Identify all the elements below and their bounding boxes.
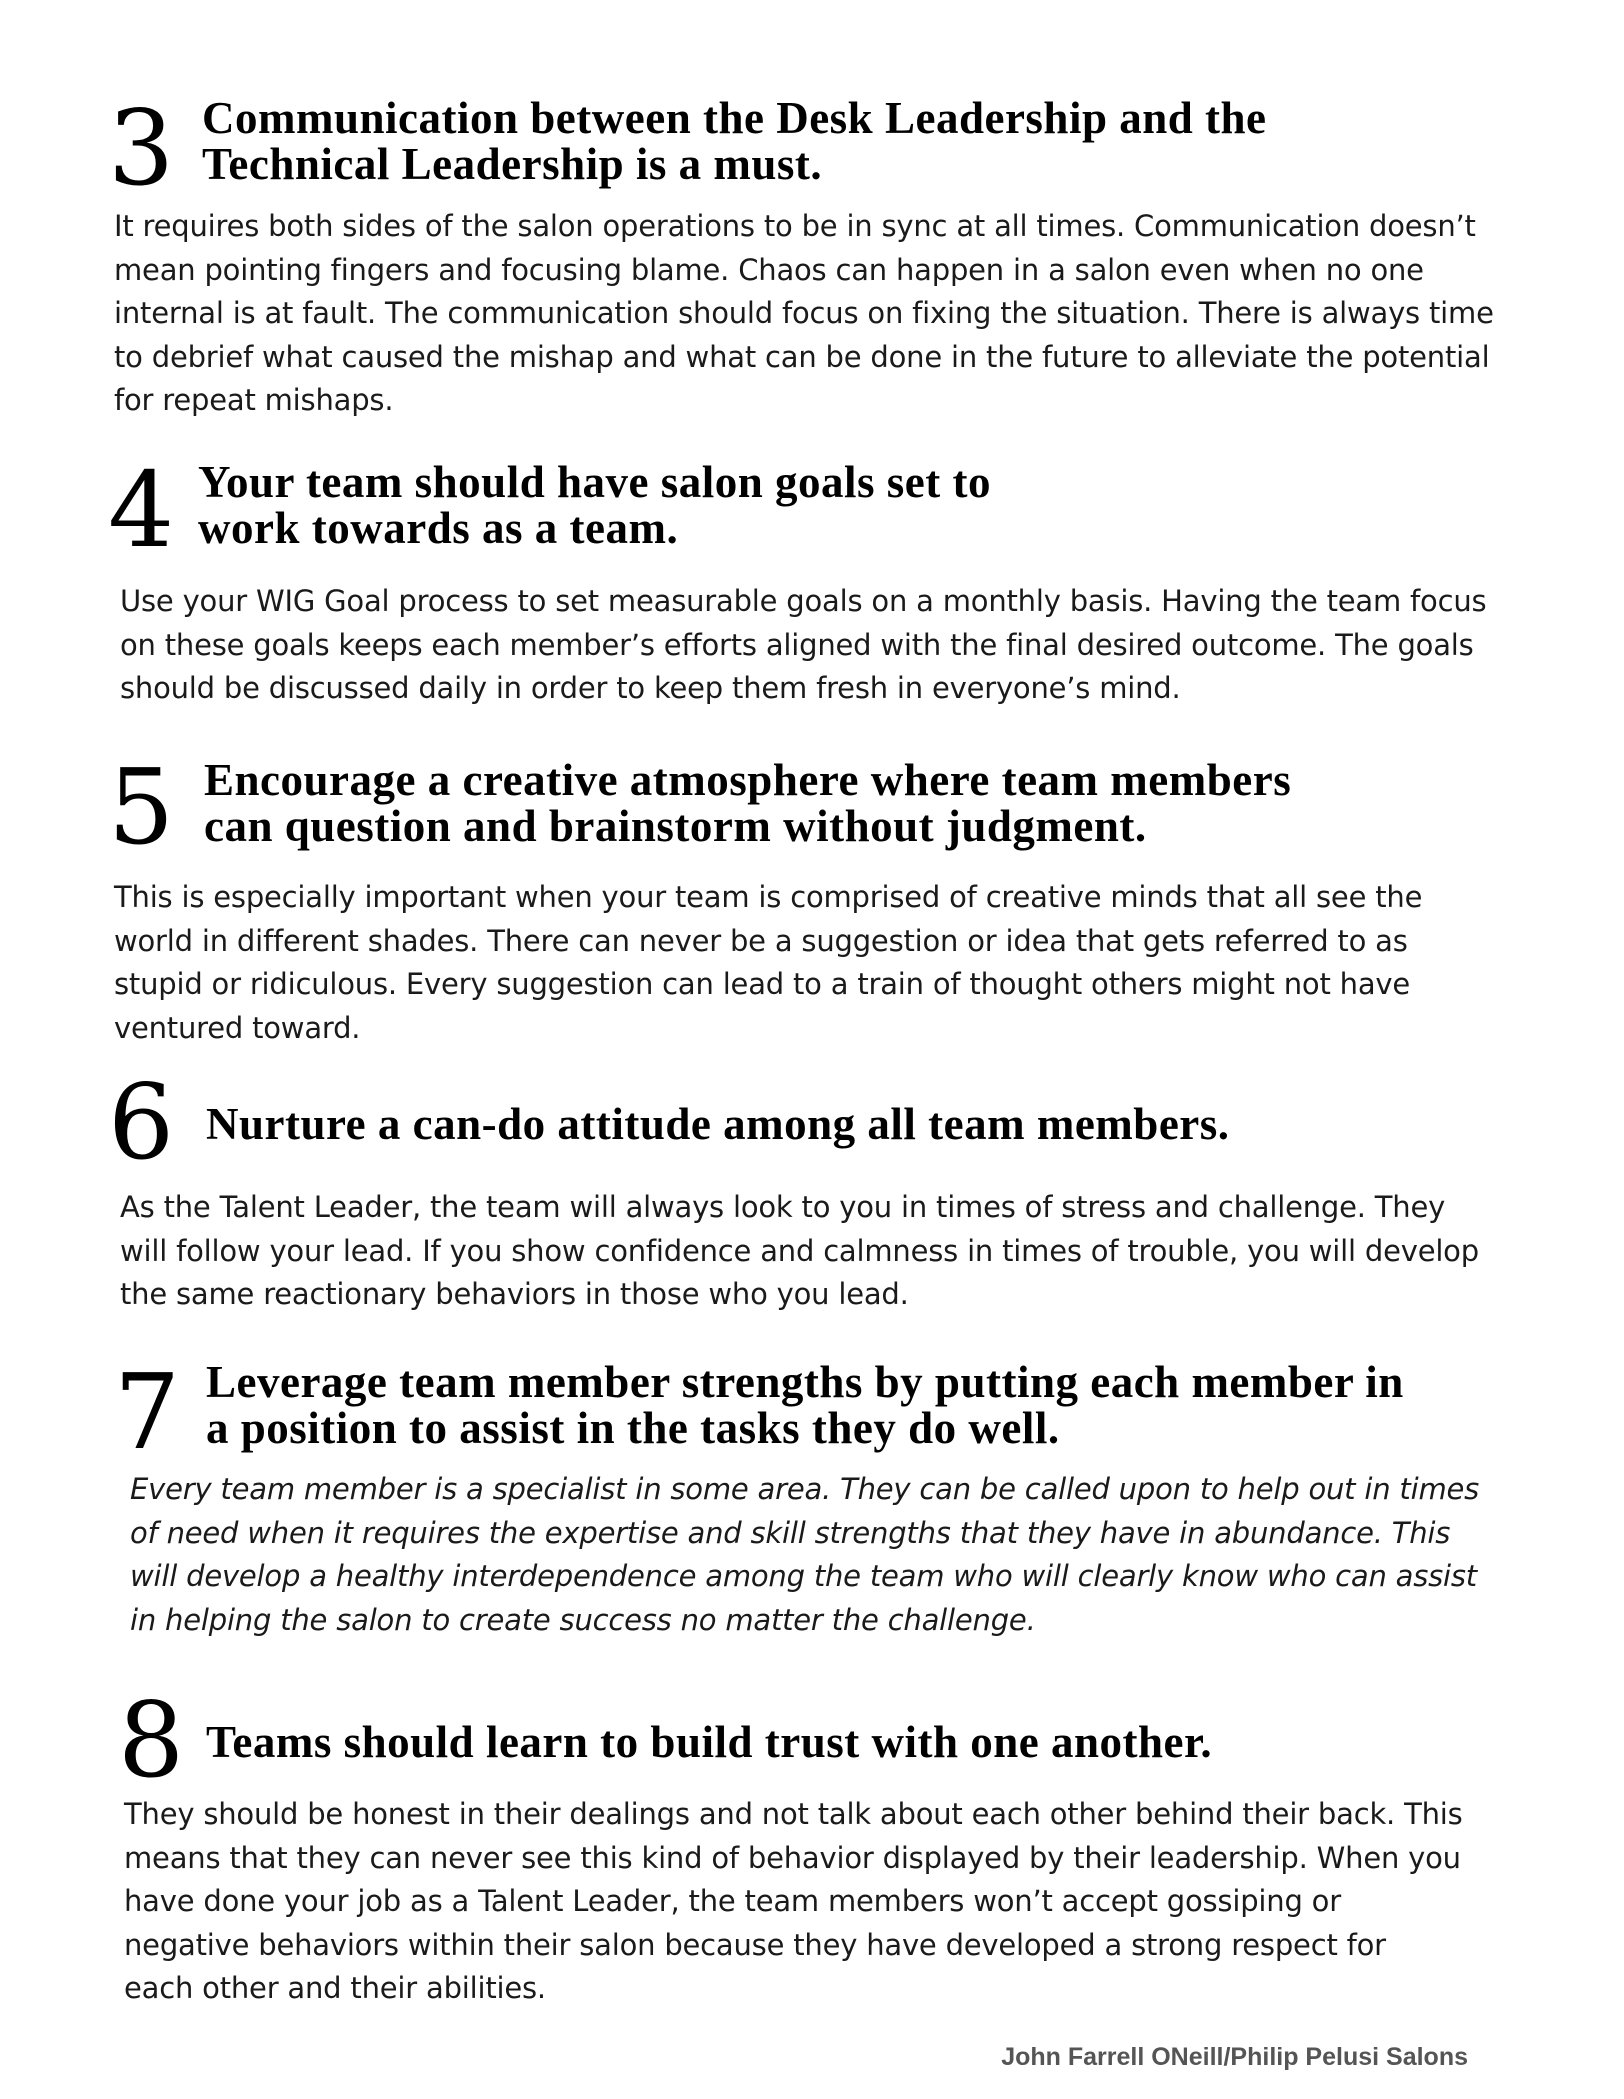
section-heading: Encourage a creative atmosphere where team members can question and brainstorm without judgment. <box>204 755 1292 851</box>
section-number: 7 <box>114 1351 181 1473</box>
section-number: 4 <box>108 449 175 571</box>
section-body: As the Talent Leader, the team will always look to you in times of stress and challenge. They will follow your lead. If you show confidence and calmness in times of trouble, you will develop the same reactionary behaviors in those who you lead. <box>120 1190 1479 1311</box>
section-number: 6 <box>108 1061 175 1183</box>
section-body: It requires both sides of the salon operations to be in sync at all times. Communication doesn’t mean pointing fingers and focusing blame. Chaos can happen in a salon even when no one internal is at fault. The communication should focus on fixing the situation. There is always time to debrief what caused the mishap and what can be done in the future to alleviate the potential for repeat mishaps. <box>114 209 1494 417</box>
section-body: Every team member is a specialist in some area. They can be called upon to help out in times of need when it requires the expertise and skill strengths that they have in abundance. This will develop a healthy interdependence among the team who will clearly know who can assist in helping the salon to create success no matter the challenge. <box>130 1472 1480 1637</box>
section-heading: Leverage team member strengths by putting each member in a position to assist in the tasks they do well. <box>206 1357 1404 1453</box>
section-heading: Communication between the Desk Leadership and the Technical Leadership is a must. <box>202 93 1267 189</box>
section-number: 8 <box>118 1679 185 1801</box>
section-body: They should be honest in their dealings and not talk about each other behind their back. This means that they can never see this kind of behavior displayed by their leadership. When you have done your job as a Talent Leader, the team members won’t accept gossiping or negative behaviors within their salon because they have developed a strong respect for each other and their abilities. <box>124 1797 1463 2005</box>
section-body: Use your WIG Goal process to set measurable goals on a monthly basis. Having the team focus on these goals keeps each member’s efforts aligned with the final desired outcome. The goals should be discussed daily in order to keep them fresh in everyone’s mind. <box>120 584 1487 705</box>
section-number: 5 <box>108 746 175 868</box>
section-heading: Your team should have salon goals set to work towards as a team. <box>198 457 991 553</box>
section-body: This is especially important when your team is comprised of creative minds that all see the world in different shades. There can never be a suggestion or idea that gets referred to as stupid or ridiculous. Every suggestion can lead to a train of thought others might not have ventured toward. <box>114 880 1423 1045</box>
section-heading: Teams should learn to build trust with one another. <box>206 1717 1213 1767</box>
section-heading: Nurture a can-do attitude among all team members. <box>206 1099 1230 1149</box>
section-number: 3 <box>108 87 175 209</box>
footer-credit: John Farrell ONeill/Philip Pelusi Salons <box>1001 2043 1468 2071</box>
